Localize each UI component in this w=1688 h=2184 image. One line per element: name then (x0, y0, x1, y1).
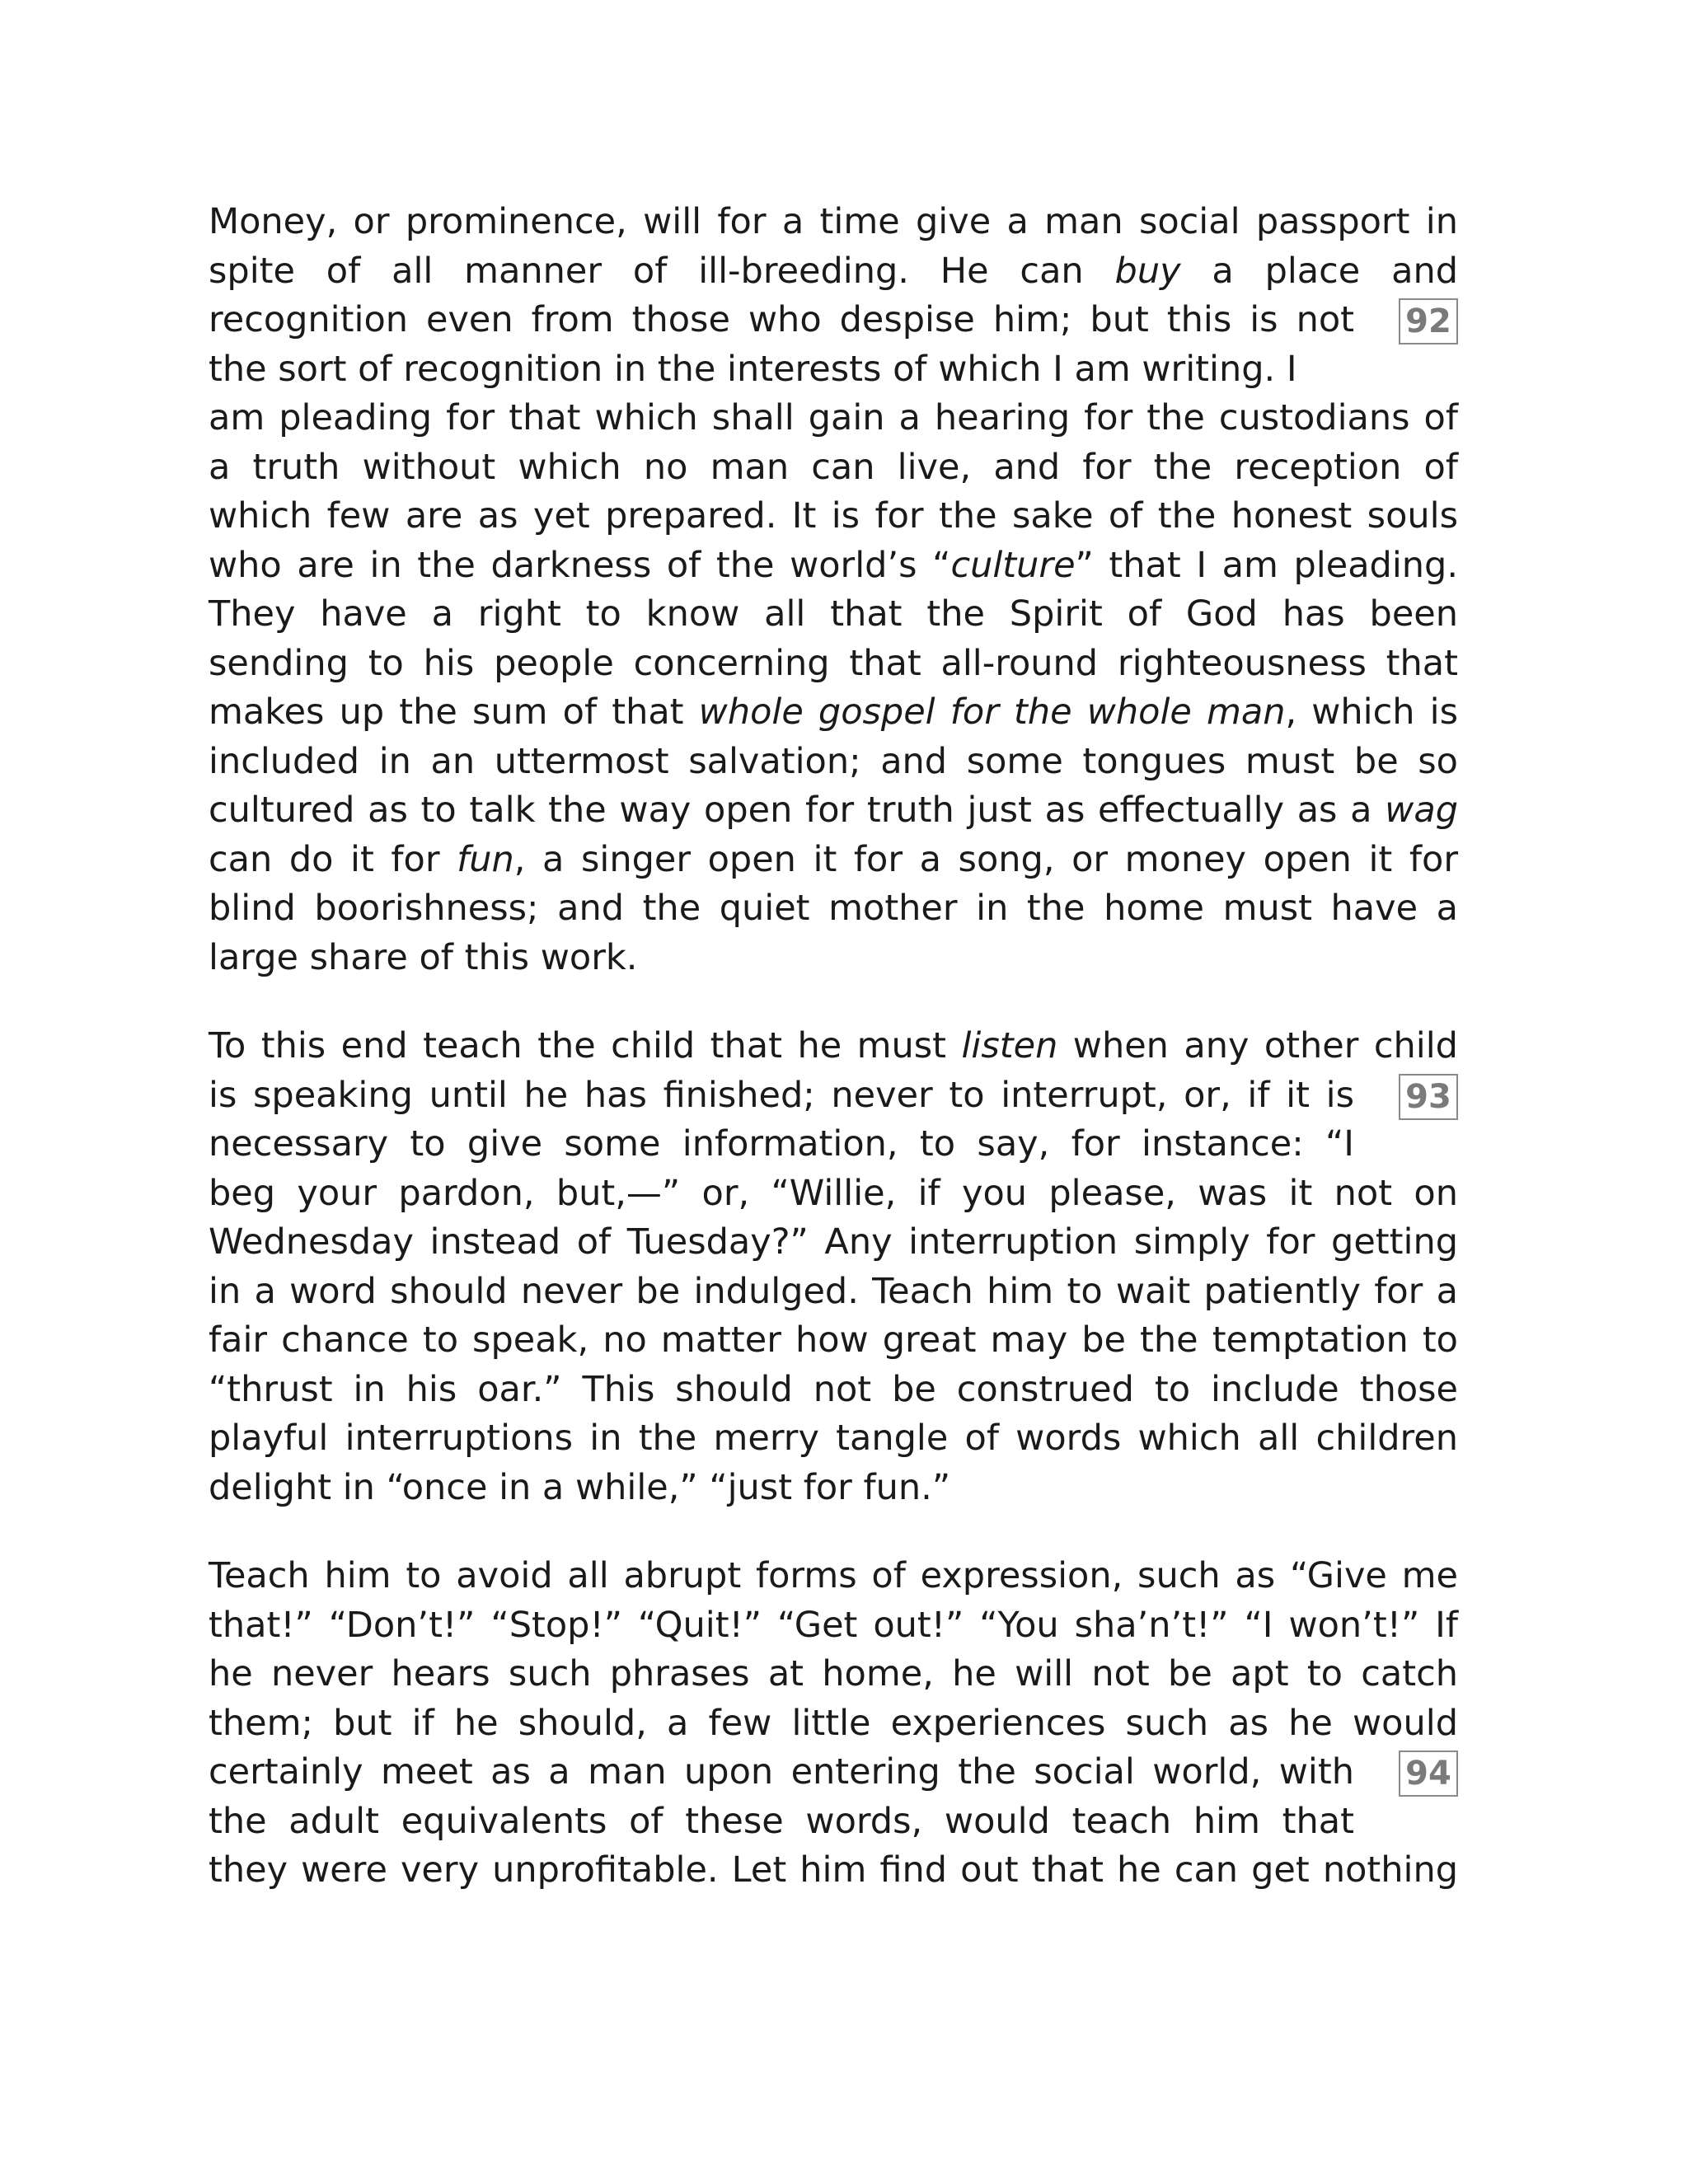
text-line (209, 394, 1458, 443)
text-line (209, 1268, 1458, 1317)
text-segment: am pleading for that which shall gain a hearing for the custodians of (209, 397, 1458, 438)
text-line (209, 1316, 1458, 1366)
text-segment: the sort of recognition in the interests of which I am writing. I (209, 348, 1297, 390)
text-line (209, 1601, 1458, 1651)
text-segment: a truth without which no man can live, and for the reception of (209, 446, 1458, 488)
text-line (209, 1846, 1458, 1896)
page-body (209, 198, 1458, 1935)
page-number-marker: 92 (1399, 298, 1458, 344)
text-line (209, 884, 1458, 934)
text-line (209, 1464, 1458, 1513)
text-segment: Money, or prominence, will for a time give a man social passport in (209, 201, 1458, 242)
text-line (209, 1414, 1458, 1464)
italic-text: culture (950, 544, 1076, 586)
text-segment: large share of this work. (209, 936, 638, 978)
text-line (209, 492, 1458, 541)
text-line (209, 1022, 1458, 1071)
text-segment: Wednesday instead of Tuesday?” Any interruption simply for getting (209, 1221, 1458, 1263)
text-line (209, 1366, 1458, 1415)
text-segment: playful interruptions in the merry tangle of words which all children (209, 1418, 1458, 1459)
text-line (209, 1552, 1458, 1601)
text-segment: “thrust in his oar.” This should not be construed to include those (209, 1368, 1458, 1410)
text-line (209, 1797, 1354, 1847)
text-line (209, 1218, 1458, 1268)
paragraph (209, 1552, 1458, 1896)
text-line (209, 688, 1458, 738)
text-line (209, 443, 1458, 493)
text-segment: spite of all manner of ill-breeding. He can (209, 250, 1115, 292)
text-segment: when any other child (1057, 1025, 1458, 1066)
paragraph (209, 198, 1458, 982)
italic-text: listen (961, 1025, 1058, 1066)
text-line (209, 1748, 1354, 1797)
italic-text: wag (1385, 790, 1458, 831)
text-segment: cultured as to talk the way open for truth just as effectually as a (209, 790, 1386, 831)
text-segment: fair chance to speak, no matter how great may be the temptation to (209, 1319, 1458, 1361)
text-line (209, 1169, 1458, 1219)
text-segment: delight in “once in a while,” “just for fun.” (209, 1466, 951, 1508)
italic-text: whole gospel for the whole man (698, 691, 1286, 733)
text-segment: sending to his people concerning that all-round righteousness that (209, 642, 1458, 684)
text-line (209, 640, 1458, 689)
text-segment: ” that I am pleading. (1075, 544, 1458, 586)
text-segment: Teach him to avoid all abrupt forms of expression, such as “Give me (209, 1555, 1458, 1596)
text-segment: which few are as yet prepared. It is for the sake of the honest souls (209, 495, 1458, 537)
page-number-marker: 94 (1399, 1750, 1458, 1797)
text-line (209, 738, 1458, 787)
text-segment: is speaking until he has finished; never to interrupt, or, if it is (209, 1074, 1354, 1116)
text-segment: makes up the sum of that (209, 691, 699, 733)
italic-text: buy (1114, 250, 1181, 292)
text-segment: that!” “Don’t!” “Stop!” “Quit!” “Get out!” “You sha’n’t!” “I won’t!” If (209, 1604, 1458, 1646)
text-segment: They have a right to know all that the Spirit of God has been (209, 593, 1458, 635)
text-segment: them; but if he should, a few little experiences such as he would (209, 1702, 1458, 1744)
text-line (209, 1699, 1458, 1749)
page-number-marker: 93 (1399, 1074, 1458, 1120)
text-line (209, 934, 1458, 983)
text-segment: certainly meet as a man upon entering the social world, with (209, 1751, 1354, 1793)
text-segment: beg your pardon, but,—” or, “Willie, if you please, was it not on (209, 1172, 1458, 1214)
text-line (209, 1071, 1354, 1121)
text-line (209, 1120, 1354, 1169)
text-segment: , a singer open it for a song, or money open it for (513, 838, 1459, 880)
text-line (209, 590, 1458, 640)
text-line (209, 786, 1458, 836)
text-segment: can do it for (209, 838, 457, 880)
text-segment: blind boorishness; and the quiet mother in the home must have a (209, 888, 1458, 929)
text-segment: in a word should never be indulged. Teach him to wait patiently for a (209, 1270, 1458, 1312)
text-segment: recognition even from those who despise him; but this is not (209, 299, 1354, 340)
text-line (209, 296, 1354, 345)
text-line (209, 1650, 1458, 1699)
text-segment: a place and (1180, 250, 1459, 292)
text-segment: To this end teach the child that he must (209, 1025, 962, 1066)
text-line (209, 836, 1458, 885)
text-line (209, 541, 1458, 591)
text-line (209, 247, 1458, 297)
text-segment: they were very unprofitable. Let him find out that he can get nothing (209, 1849, 1458, 1891)
paragraph (209, 1022, 1458, 1512)
text-segment: included in an uttermost salvation; and some tongues must be so (209, 740, 1458, 782)
text-line (209, 198, 1458, 247)
italic-text: fun (457, 838, 514, 880)
text-segment: who are in the darkness of the world’s “ (209, 544, 951, 586)
text-segment: he never hears such phrases at home, he will not be apt to catch (209, 1653, 1458, 1694)
text-line (209, 345, 1354, 395)
text-segment: , which is (1285, 691, 1459, 733)
text-segment: the adult equivalents of these words, would teach him that (209, 1800, 1354, 1842)
text-segment: necessary to give some information, to say, for instance: “I (209, 1123, 1354, 1165)
